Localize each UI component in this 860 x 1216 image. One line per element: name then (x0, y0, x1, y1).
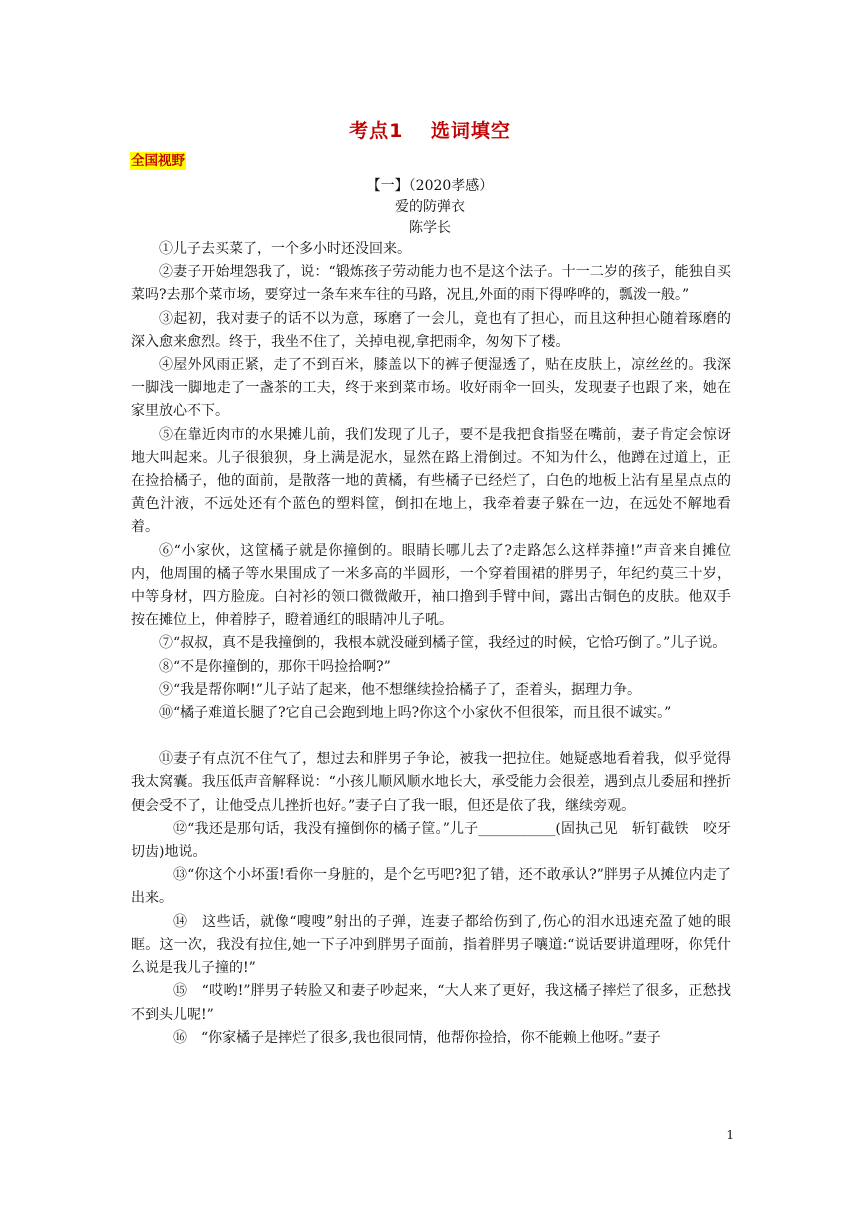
paragraph-14: ⑭ 这些话，就像“嗖嗖”射出的子弹，连妻子都给伤到了,伤心的泪水迅速充盈了她的眼眶。这一次，我没有拉住,她一下子冲到胖男子面前，指着胖男子嚷道:“说话要讲道理呀，你凭什么说是我儿子撞的!” (131, 913, 731, 977)
paragraph-13: ⑬“你这个小坏蛋!看你一身脏的，是个乞丐吧?犯了错，还不敢承认?”胖男子从摊位内走了出来。 (131, 867, 731, 907)
paragraph-12: ⑫“我还是那句话，我没有撞倒你的橘子筐。”儿子___________(固执己见 斩钉截铁 咬牙切齿)地说。 (131, 820, 731, 861)
paragraph-6: ⑥“小家伙，这筐橘子就是你撞倒的。眼睛长哪儿去了?走路怎么这样莽撞!”声音来自摊位内，他周围的橘子等水果围成了一米多高的半圆形，一个穿着围裙的胖男子，年纪约莫三十岁，中等身材，四方脸庞。白衬衫的领口微微敞开，袖口撸到手臂中间，露出古铜色的皮肤。他双手按在摊位上，伸着脖子，瞪着通红的眼睛冲儿子吼。 (131, 542, 731, 629)
paragraph-9: ⑨“我是帮你啊!”儿子站了起来，他不想继续捡拾橘子了，歪着头，据理力争。 (159, 681, 641, 698)
paragraph-1: ①儿子去买菜了，一个多小时还没回来。 (159, 241, 411, 257)
paragraph-16: ⑯ “你家橘子是摔烂了很多,我也很同情，他帮你捡拾，你不能赖上他呀。”妻子 (173, 1029, 661, 1046)
paragraph-11: ⑪妻子有点沉不住气了，想过去和胖男子争论，被我一把拉住。她疑惑地看着我，似乎觉得我太窝囊。我压低声音解释说：“小孩儿顺风顺水地长大，承受能力会很差，遇到点儿委屈和挫折便会受不了，让他受点儿挫折也好。”妻子白了我一眼，但还是依了我，继续旁观。 (131, 751, 731, 814)
paragraph-10: ⑩“橘子难道长腿了?它自己会跑到地上吗?你这个小家伙不但很笨，而且很不诚实。” (159, 705, 672, 722)
paragraph-8: ⑧“不是你撞倒的，那你干吗捡拾啊?” (159, 658, 391, 675)
paragraph-15: ⑮ “哎哟!”胖男子转脸又和妻子吵起来，“大人来了更好，我这橘子摔烂了很多，正愁找不到头儿呢!” (131, 983, 731, 1023)
paragraph-7: ⑦“叔叔，真不是我撞倒的，我根本就没碰到橘子筐，我经过的时候，它恰巧倒了。”儿子说。 (159, 635, 727, 652)
paragraph-3: ③起初，我对妻子的话不以为意，琢磨了一会儿，竟也有了担心，而且这种担心随着琢磨的深入愈来愈烈。终于，我坐不住了，关掉电视,拿把雨伞，匆匆下了楼。 (131, 310, 731, 350)
passage-author: 陈学长 (409, 220, 451, 236)
passage-body (131, 238, 731, 1050)
paragraph-4: ④屋外风雨正紧，走了不到百米，膝盖以下的裤子便湿透了，贴在皮肤上，凉丝丝的。我深一脚浅一脚地走了一盏茶的工夫，终于来到菜市场。收好雨伞一回头，发现妻子也跟了来，她在家里放心不下。 (131, 357, 731, 420)
section-tag: 全国视野 (131, 153, 185, 169)
page-number: 1 (726, 1128, 734, 1142)
passage-title: 爱的防弹衣 (395, 199, 465, 215)
paragraph-5: ⑤在靠近肉市的水果摊儿前，我们发现了儿子，要不是我把食指竖在嘴前，妻子肯定会惊讶地大叫起来。儿子很狼狈，身上满是泥水，显然在路上滑倒过。不知为什么，他蹲在过道上，正在捡拾橘子，他的面前，是散落一地的黄橘，有些橘子已经烂了，白色的地板上沾有星星点点的黄色汁液，不远处还有个蓝色的塑料筐，倒扣在地上，我牵着妻子躲在一边，在远处不解地看着。 (131, 426, 731, 536)
passage-source: 【一】（2020孝感） (366, 178, 494, 194)
paragraph-2: ②妻子开始埋怨我了，说：“锻炼孩子劳动能力也不是这个法子。十一二岁的孩子，能独自买菜吗?去那个菜市场，要穿过一条车来车往的马路，况且,外面的雨下得哗哗的，瓢泼一般。” (131, 264, 731, 304)
page-title: 考点1 选词填空 (349, 120, 511, 142)
